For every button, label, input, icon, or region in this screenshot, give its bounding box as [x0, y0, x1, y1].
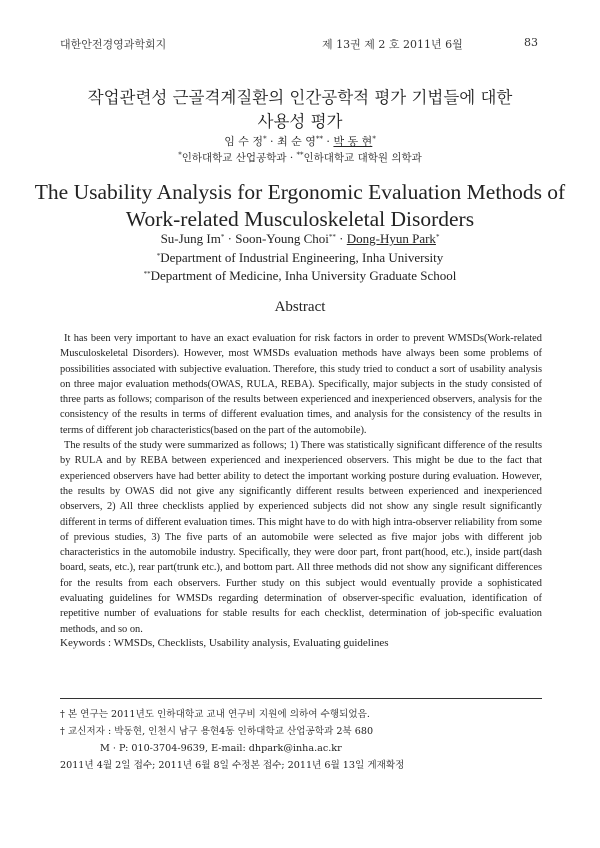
korean-affil-1: 인하대학교 산업공학과 ·: [181, 152, 297, 164]
korean-author-1-mark: *: [263, 135, 267, 143]
footnote-corresponding-text: 교신저자 : 박동현, 인천시 남구 용현4동 인하대학교 산업공학과 2북 680: [67, 726, 374, 737]
keywords-label: Keywords :: [60, 637, 112, 649]
abstract-body: [60, 331, 542, 637]
english-title-line-2: Work-related Musculoskeletal Disorders: [125, 207, 475, 231]
korean-author-3: 박 동 현: [333, 135, 373, 148]
abstract-paragraph-1: It has been very important to have an exact evaluation for risk factors in order to prevent WMSDs(Work-related Musculoskeletal Disorders). However, most WMSDs evaluation methods have always been some problems of possibilities associated with subjective evaluation. Therefore, this study tried to conduct a sort of usability analysis on three major evaluation methods(OWAS, RULA, REBA). Specifically, major subjects in the study consisted of three parts as follows; comparison of the results between experienced and inexperienced observers, analysis for the consistency of the results in terms of different evaluation times, and analysis for the consistency of the results in terms of different job characteristics(based on the part of the automobile).: [60, 333, 542, 436]
korean-author-separator-2: ·: [322, 135, 334, 148]
korean-title: [0, 86, 600, 134]
english-affil-1-text: Department of Industrial Engineering, Inha University: [160, 250, 444, 265]
english-author-1: Su-Jung Im: [160, 231, 221, 246]
english-author-3: Dong-Hyun Park: [346, 231, 436, 246]
korean-author-2-mark: **: [315, 135, 323, 143]
footnote-dagger-2: †: [60, 726, 65, 737]
footnote-received-dates: 2011년 4월 2일 접수; 2011년 6월 8일 수정본 접수; 2011년 6월 13일 게재확정: [60, 760, 405, 771]
english-author-2: Soon-Young Choi: [235, 231, 329, 246]
footnote-funding: [60, 706, 542, 723]
footnote-funding-text: 본 연구는 2011년도 인하대학교 교내 연구비 지원에 의하여 수행되었음.: [67, 709, 370, 720]
english-author-2-mark: **: [328, 233, 336, 241]
english-affiliation-2: [0, 268, 600, 284]
english-author-1-mark: *: [220, 233, 225, 241]
keywords-line: [60, 637, 542, 649]
korean-author-3-mark: *: [372, 135, 376, 143]
english-author-separator-2: ·: [335, 231, 347, 246]
korean-author-2: 최 순 영: [277, 135, 316, 148]
korean-authors: [0, 133, 600, 149]
korean-author-1: 임 수 정: [224, 135, 264, 148]
english-author-separator: ·: [224, 231, 236, 246]
english-affil-mark-2: **: [143, 270, 151, 278]
english-affil-2-text: Department of Medicine, Inha University Graduate School: [150, 268, 457, 283]
english-authors: [0, 231, 600, 247]
korean-affil-mark-2: **: [296, 151, 304, 159]
korean-affil-mark-1: *: [178, 151, 182, 159]
korean-affiliations: [0, 150, 600, 165]
english-title: [0, 179, 600, 233]
footnote-dagger-1: †: [60, 709, 65, 720]
journal-name: 대한안전경영과학회지: [60, 38, 167, 51]
korean-author-separator: ·: [266, 135, 278, 148]
footnote-contact: M · P: 010-3704-9639, E-mail: dhpark@inha.ac.kr: [100, 743, 342, 754]
korean-affil-2: 인하대학교 대학원 의학과: [303, 152, 422, 164]
abstract-paragraph-2: The results of the study were summarized as follows; 1) There was statistically significant difference of the results by RULA and by REBA between experienced and inexperienced observers. This might be due to the fact that experienced observers have had better ability to detect the important working posture during evaluation. However, the results by OWAS did not give any significantly different results between experienced and inexperienced observers, 2) All three checklists applied by experienced subjects did not show any single result significantly different in terms of different evaluation times. This might have to do with high intra-observer reliability from some of previous studies, 3) The five parts of an automobile were selected as five major jobs with different job characteristics in the automobile industry. Specifically, they were door part, front part(hood, etc.), inside part(dash board, seats, etc.), rear part(trunk etc.), and bottom part. All three methods did not show any significant differences for the results from each observers. Further study on this subject would eventually provide a sophisticated evaluating guidelines for WMSDs regarding determination of observer-specific evaluation, identification of repetitive number of evaluations for stable results for each checklist, determination of job-specific evaluation methods, and so on.: [60, 440, 542, 635]
footnotes: [60, 706, 542, 774]
korean-title-line-2: 사용성 평가: [257, 112, 343, 131]
keywords-list: WMSDs, Checklists, Usability analysis, Evaluating guidelines: [113, 637, 389, 649]
english-title-line-1: The Usability Analysis for Ergonomic Evaluation Methods of: [34, 180, 566, 204]
abstract-heading: Abstract: [274, 299, 326, 315]
english-affil-mark-1: *: [156, 252, 161, 260]
footnote-corresponding-author: [60, 723, 542, 740]
korean-title-line-1: 작업관련성 근골격계질환의 인간공학적 평가 기법들에 대한: [87, 88, 513, 107]
page-number: 83: [524, 36, 538, 49]
footnote-divider: [60, 698, 542, 699]
english-affiliation-1: [0, 250, 600, 266]
issue-info: 제 13권 제 2 호 2011년 6월: [322, 38, 463, 51]
english-author-3-mark: *: [435, 233, 440, 241]
